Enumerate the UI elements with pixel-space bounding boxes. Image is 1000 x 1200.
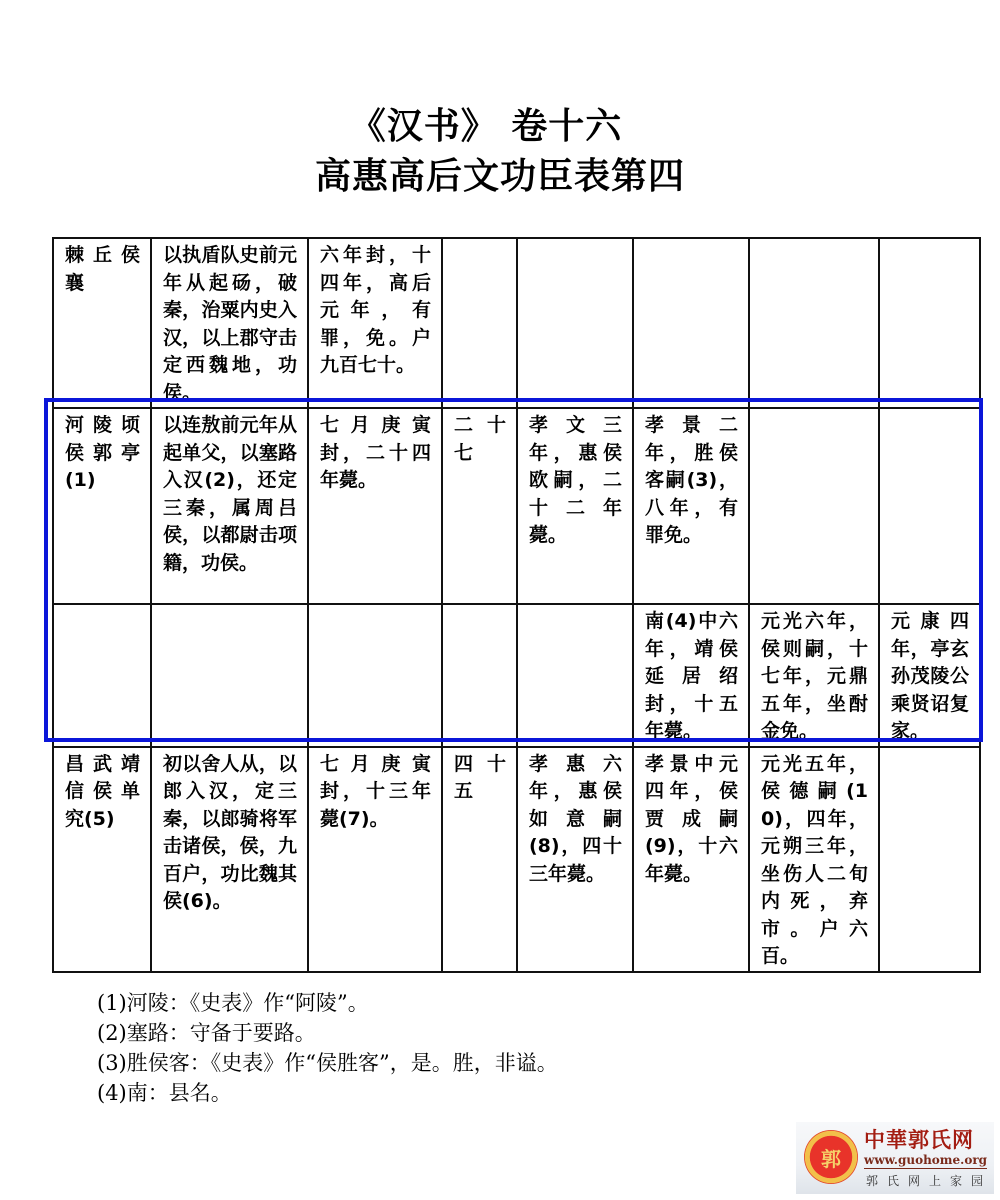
site-logo[interactable] [796,1122,994,1194]
cell-rank [442,604,517,747]
table-row [53,238,980,408]
table-row [53,747,980,972]
cell-rank: 二十七 [442,408,517,604]
logo-site-name: 中華郭氏网 [864,1127,974,1152]
footnote: (3)胜侯客：《史表》作“侯胜客”，是。胜，非谥。 [97,1051,558,1075]
footnote: (4)南：县名。 [97,1081,232,1105]
cell-merit: 以连敖前元年从起单父，以塞路入汉(2)，还定三秦，属周吕侯，以都尉击项籍，功侯。 [151,408,308,604]
footnote: (2)塞路：守备于要路。 [97,1021,316,1045]
cell-enfeoffment [308,604,442,747]
cell-descendant: 元康四年，亭玄孙茂陵公乘贤诏复家。 [879,604,980,747]
logo-tagline: 郭氏网上家园 [866,1174,993,1188]
cell-title-holder [53,604,151,747]
cell-rank: 四十五 [442,747,517,972]
cell-title-holder: 棘丘侯襄 [53,238,151,408]
cell-enfeoffment: 六年封，十四年，高后元年，有罪，免。户九百七十。 [308,238,442,408]
meritorious-officials-table [52,237,981,973]
page-title-chapter: 高惠高后文功臣表第四 [314,156,685,197]
cell-son: 孝惠六年，惠侯如意嗣(8)，四十三年薨。 [517,747,633,972]
cell-rank [442,238,517,408]
cell-great-grandson: 元光六年，侯则嗣，十七年，元鼎五年，坐酎金免。 [749,604,879,747]
cell-title-holder: 河陵顷侯郭亭(1) [53,408,151,604]
logo-url: www.guohome.org [864,1153,988,1167]
cell-grandson: 南(4)中六年，靖侯延居绍封，十五年薨。 [633,604,749,747]
footnotes [97,988,558,1108]
cell-descendant [879,408,980,604]
cell-grandson [633,238,749,408]
cell-great-grandson: 元光五年，侯德嗣(10)，四年，元朔三年，坐伤人二旬内死，弃市。户六百。 [749,747,879,972]
cell-grandson: 孝景二年，胜侯客嗣(3)，八年，有罪免。 [633,408,749,604]
cell-descendant [879,747,980,972]
cell-merit: 以执盾队史前元年从起砀，破秦，治粟内史入汉，以上郡守击定西魏地，功侯。 [151,238,308,408]
cell-son [517,604,633,747]
table-row [53,408,980,604]
cell-title-holder: 昌武靖信侯单究(5) [53,747,151,972]
cell-great-grandson [749,238,879,408]
table-row [53,604,980,747]
cell-enfeoffment: 七月庚寅封，二十四年薨。 [308,408,442,604]
cell-grandson: 孝景中元四年，侯贾成嗣(9)，十六年薨。 [633,747,749,972]
cell-enfeoffment: 七月庚寅封，十三年薨(7)。 [308,747,442,972]
cell-son: 孝文三年，惠侯欧嗣，二十二年薨。 [517,408,633,604]
cell-merit: 初以舍人从，以郎入汉，定三秦，以郎骑将军击诸侯，侯，九百户，功比魏其侯(6)。 [151,747,308,972]
page-title-book: 《汉书》 卷十六 [349,106,623,147]
footnote: (1)河陵：《史表》作“阿陵”。 [97,991,369,1015]
cell-great-grandson [749,408,879,604]
cell-descendant [879,238,980,408]
seal-icon: 郭 [804,1130,858,1184]
cell-son [517,238,633,408]
cell-merit [151,604,308,747]
